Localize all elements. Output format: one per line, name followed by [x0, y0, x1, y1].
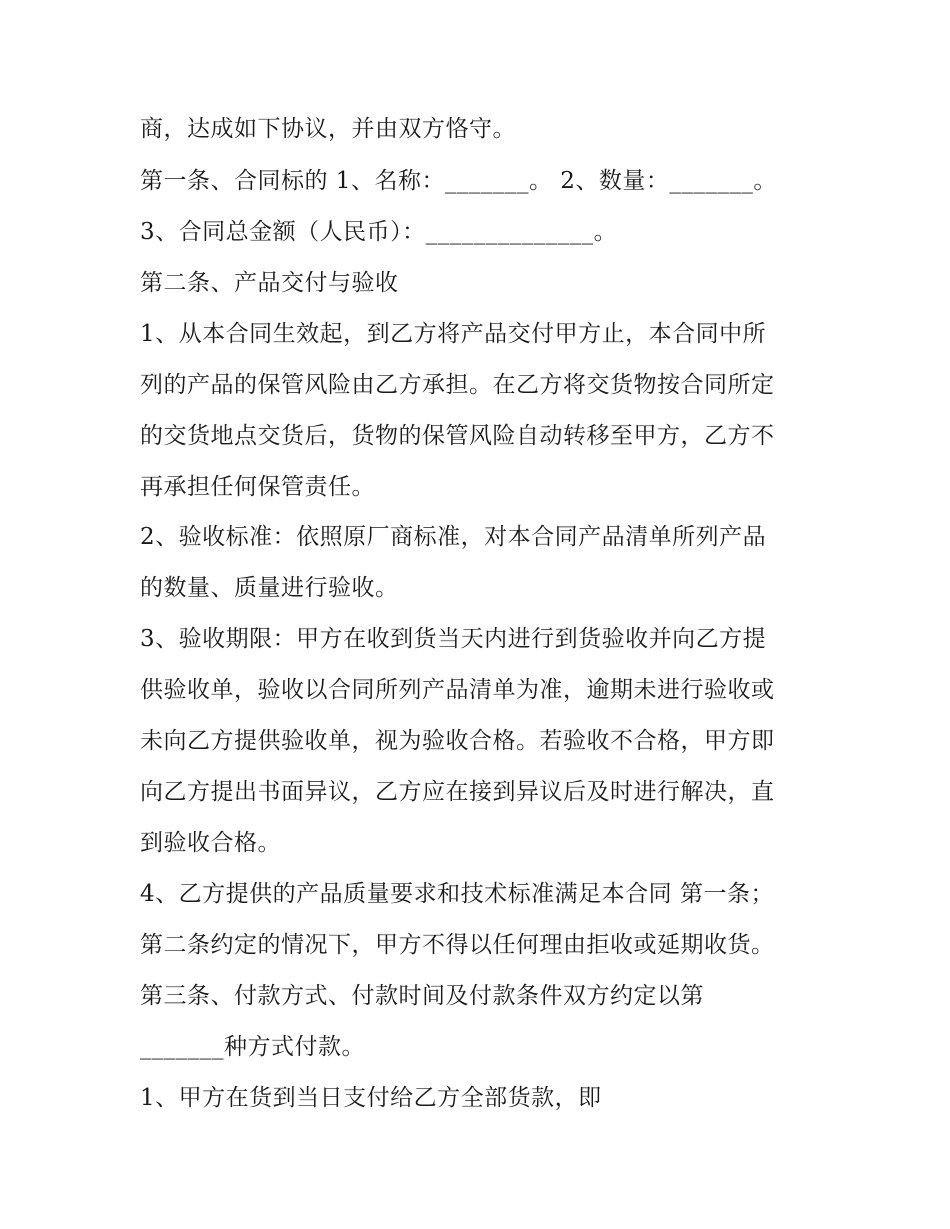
- section-heading: 第三条、付款方式、付款时间及付款条件双方约定以第: [140, 983, 704, 1009]
- text-line: 供验收单，验收以合同所列产品清单为准，逾期未进行验收或: [140, 677, 775, 703]
- text-line: 的交货地点交货后，货物的保管风险自动转移至甲方，乙方不: [140, 423, 775, 449]
- text-line: 第二条约定的情况下，甲方不得以任何理由拒收或延期收货。: [140, 932, 775, 958]
- text-line: 3、验收期限：甲方在收到货当天内进行到货验收并向乙方提: [140, 626, 767, 652]
- text-line: 第一条、合同标的 1、名称：_______。 2、数量：_______。: [140, 168, 777, 194]
- text-line: 2、验收标准：依照原厂商标准，对本合同产品清单所列产品: [140, 524, 767, 550]
- text-line: 再承担任何保管责任。: [140, 474, 375, 500]
- text-line: 1、从本合同生效起，到乙方将产品交付甲方止，本合同中所: [140, 321, 767, 347]
- text-line: 向乙方提出书面异议，乙方应在接到异议后及时进行解决，直: [140, 779, 775, 805]
- text-line: 未向乙方提供验收单，视为验收合格。若验收不合格，甲方即: [140, 728, 775, 754]
- text-line: 商，达成如下协议，并由双方恪守。: [140, 116, 516, 142]
- text-line: 到验收合格。: [140, 830, 281, 856]
- text-line: _______种方式付款。: [140, 1034, 365, 1060]
- text-line: 的数量、质量进行验收。: [140, 575, 399, 601]
- text-line: 3、合同总金额（人民币）：______________。: [140, 219, 618, 245]
- text-line: 列的产品的保管风险由乙方承担。在乙方将交货物按合同所定: [140, 372, 775, 398]
- text-line: 1、甲方在货到当日支付给乙方全部货款，即: [140, 1085, 602, 1111]
- text-line: 4、乙方提供的产品质量要求和技术标准满足本合同 第一条；: [140, 881, 774, 907]
- section-heading: 第二条、产品交付与验收: [140, 270, 399, 296]
